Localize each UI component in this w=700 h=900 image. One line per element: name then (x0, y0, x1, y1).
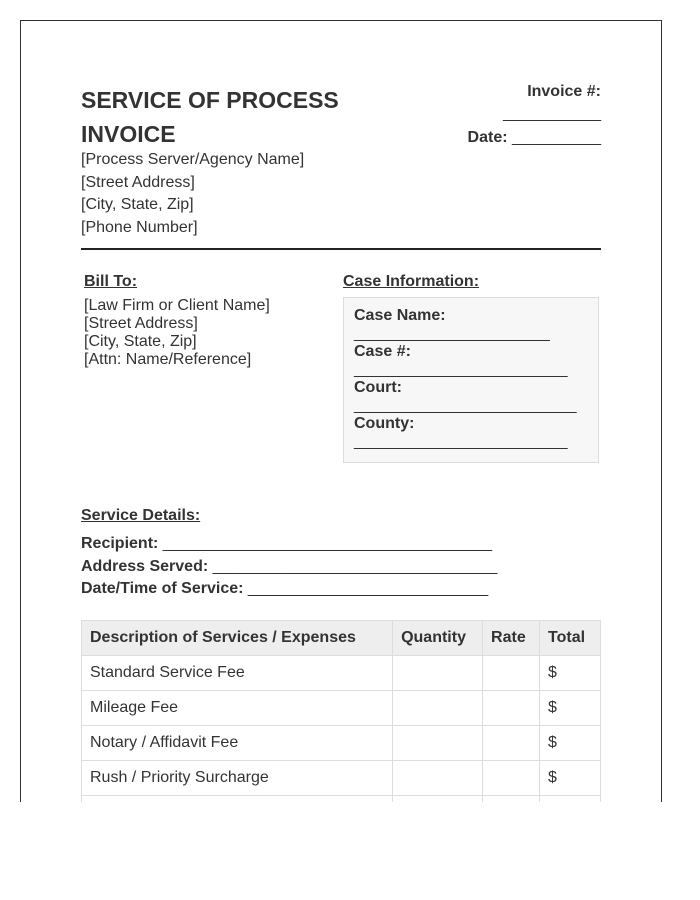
header-divider (81, 248, 601, 250)
bill-to-street: [Street Address] (84, 315, 198, 332)
case-name-input[interactable]: ______________________ (354, 325, 550, 342)
service-details-heading: Service Details: (81, 507, 201, 524)
case-number-label: Case #: (354, 343, 411, 360)
row-rate[interactable] (483, 796, 540, 803)
row-rate[interactable] (483, 656, 540, 691)
county-field (354, 415, 588, 451)
county-label: County: (354, 415, 415, 432)
case-information-heading: Case Information: (343, 273, 480, 290)
row-rate[interactable] (483, 726, 540, 761)
row-quantity[interactable] (393, 656, 483, 691)
recipient-input[interactable]: _____________________________________ (162, 535, 493, 552)
table-row (82, 726, 601, 761)
row-quantity[interactable] (393, 796, 483, 803)
case-number-field (354, 343, 588, 379)
invoice-date-field[interactable]: __________ (512, 129, 601, 146)
service-details-section (81, 507, 497, 601)
table-row (82, 656, 601, 691)
invoice-date-label: Date: (467, 129, 508, 146)
address-served-label: Address Served: (81, 557, 209, 575)
header-quantity: Quantity (393, 621, 483, 656)
case-name-label: Case Name: (354, 307, 446, 324)
table-row (82, 761, 601, 796)
services-table (81, 620, 601, 802)
invoice-page (20, 20, 662, 802)
court-input[interactable]: _________________________ (354, 397, 577, 414)
row-description[interactable]: Rush / Priority Surcharge (82, 761, 393, 796)
sender-block (81, 149, 304, 239)
row-total[interactable]: $ (540, 656, 601, 691)
bill-to-section (84, 273, 270, 369)
row-total[interactable] (540, 796, 601, 803)
bill-to-attn: [Attn: Name/Reference] (84, 351, 252, 368)
court-field (354, 379, 588, 415)
row-rate[interactable] (483, 691, 540, 726)
case-number-input[interactable]: ________________________ (354, 361, 568, 378)
case-name-field (354, 307, 588, 343)
service-datetime-row (81, 578, 497, 601)
address-served-input[interactable]: ________________________________ (212, 557, 498, 575)
row-description[interactable] (82, 796, 393, 803)
header-total: Total (540, 621, 601, 656)
row-description[interactable]: Mileage Fee (82, 691, 393, 726)
header-description: Description of Services / Expenses (82, 621, 393, 656)
court-label: Court: (354, 379, 402, 396)
title-line-2: INVOICE (81, 121, 176, 147)
invoice-title (81, 83, 381, 151)
address-served-row (81, 556, 497, 579)
row-quantity[interactable] (393, 726, 483, 761)
invoice-number-field[interactable]: ___________ (503, 105, 601, 122)
table-header-row (82, 621, 601, 656)
row-description[interactable]: Standard Service Fee (82, 656, 393, 691)
table-row (82, 796, 601, 803)
bill-to-heading: Bill To: (84, 273, 138, 290)
table-row (82, 691, 601, 726)
row-total[interactable]: $ (540, 726, 601, 761)
bill-to-client: [Law Firm or Client Name] (84, 297, 270, 314)
county-input[interactable]: ________________________ (354, 433, 568, 450)
sender-name: [Process Server/Agency Name] (81, 151, 305, 168)
row-description[interactable]: Notary / Affidavit Fee (82, 726, 393, 761)
title-line-1: SERVICE OF PROCESS (81, 87, 339, 113)
sender-city: [City, State, Zip] (81, 196, 194, 213)
recipient-row (81, 533, 497, 556)
bill-to-city: [City, State, Zip] (84, 333, 197, 350)
row-rate[interactable] (483, 761, 540, 796)
recipient-label: Recipient: (81, 535, 159, 552)
row-total[interactable]: $ (540, 761, 601, 796)
invoice-number-label: Invoice #: (527, 83, 601, 100)
service-datetime-label: Date/Time of Service: (81, 580, 244, 597)
sender-phone: [Phone Number] (81, 218, 198, 236)
invoice-date-row (468, 129, 601, 147)
row-quantity[interactable] (393, 761, 483, 796)
row-total[interactable]: $ (540, 691, 601, 726)
invoice-meta (468, 83, 601, 147)
header-rate: Rate (483, 621, 540, 656)
case-information-box (343, 297, 599, 463)
sender-street: [Street Address] (81, 173, 195, 191)
row-quantity[interactable] (393, 691, 483, 726)
service-datetime-input[interactable]: ___________________________ (247, 580, 489, 597)
case-information-section (343, 273, 599, 463)
